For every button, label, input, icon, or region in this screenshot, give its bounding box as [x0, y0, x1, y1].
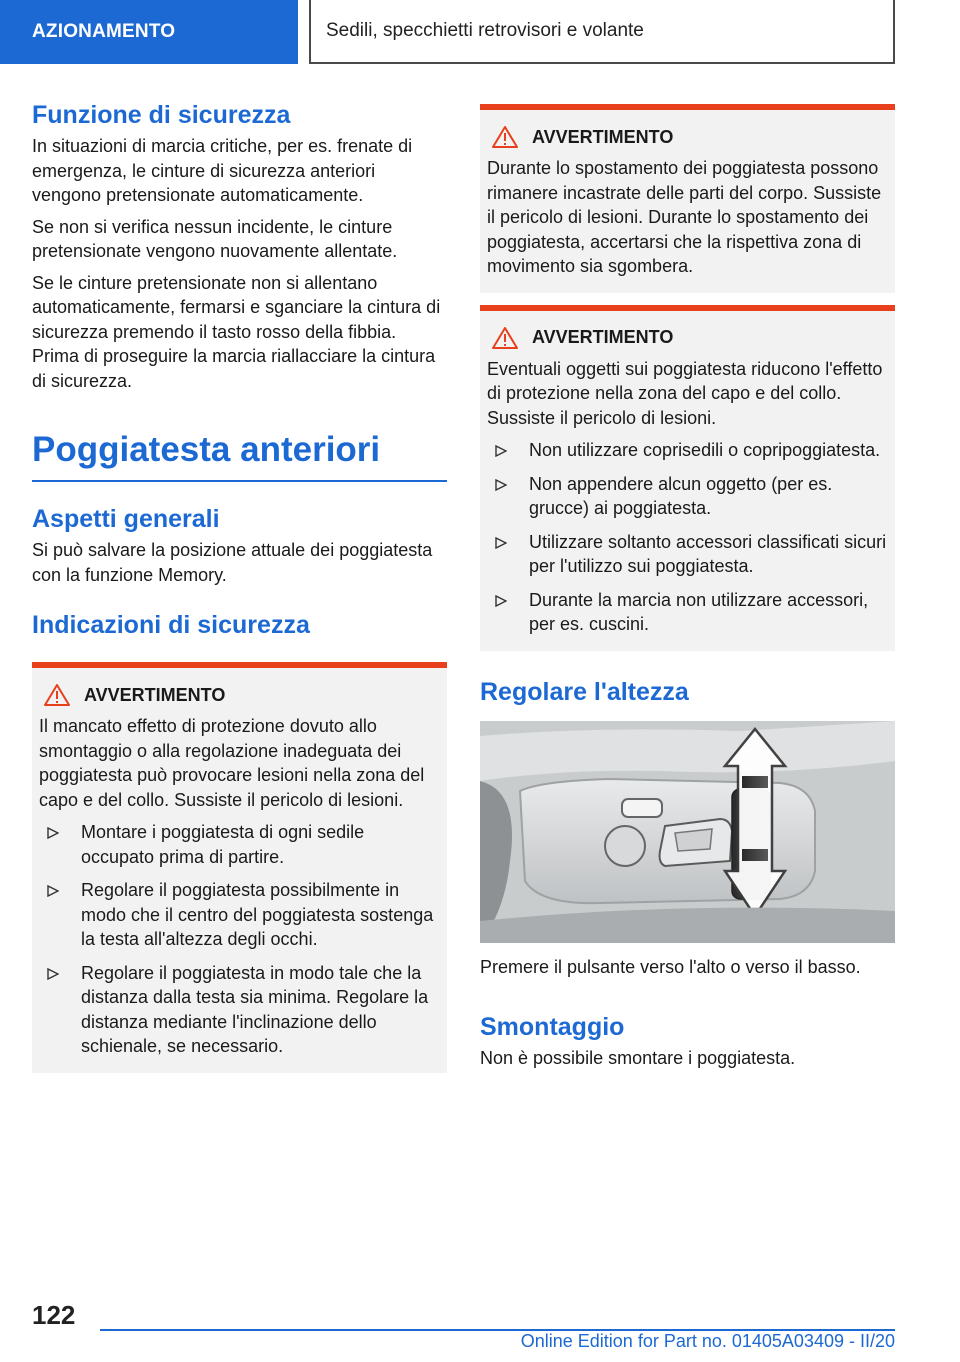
right-column	[480, 104, 895, 1078]
safety-function-paragraph-2: Se non si verifica nessun incidente, le cinture pretensionate vengono nuovamente allentate.	[32, 216, 398, 261]
list-item	[487, 438, 888, 463]
warning-bullet-list	[39, 820, 440, 1059]
general-text: Si può salvare la posizione attuale dei poggiatesta con la funzione Memory.	[32, 540, 433, 585]
warning-text: Eventuali oggetti sui poggiatesta riducono l'effetto di protezione nella zona del capo e del collo. Sussiste il pericolo di lesioni.	[487, 358, 883, 428]
bullet-triangle-icon	[495, 530, 515, 579]
seat-controls-illustration	[480, 721, 895, 943]
bullet-triangle-icon	[495, 438, 515, 463]
warning-title: AVVERTIMENTO	[532, 126, 674, 147]
safety-function-heading: Funzione di sicurezza	[32, 101, 291, 129]
warning-text: Durante lo spostamento dei poggiatesta possono rimanere incastrate delle parti del corpo. Sussiste il pericolo di lesioni. Durante lo spostamento dei poggiatesta, accertarsi che la rispettiva zona di movimento sia sgombera.	[487, 158, 882, 276]
bullet-text: Durante la marcia non utilizzare accessori, per es. cuscini.	[529, 589, 869, 634]
bullet-text: Regolare il poggiatesta in modo tale che la distanza dalla testa sia minima. Regolare la distanza mediante l'inclinazione dello schienale, se necessario.	[81, 962, 429, 1056]
bullet-text: Non appendere alcun oggetto (per es. grucce) ai poggiatesta.	[529, 473, 833, 518]
bullet-triangle-icon	[47, 820, 67, 869]
warning-title: AVVERTIMENTO	[84, 684, 226, 705]
warning-header	[487, 325, 888, 351]
warning-header	[39, 682, 440, 708]
warning-header	[487, 124, 888, 150]
section-tab	[0, 0, 298, 64]
warning-text: Il mancato effetto di protezione dovuto allo smontaggio o alla regolazione inadeguata dei poggiatesta può provocare lesioni nella zona del capo e del collo. Sussiste il pericolo di lesioni.	[39, 716, 425, 810]
warning-triangle-icon	[491, 326, 519, 350]
bullet-triangle-icon	[495, 588, 515, 637]
page-number: 122	[32, 1300, 76, 1330]
adjust-height-caption: Premere il pulsante verso l'alto o verso il basso.	[480, 956, 861, 977]
chapter-title: Sedili, specchietti retrovisori e volante	[326, 20, 644, 41]
warning-bullet-list	[487, 438, 888, 637]
bullet-text: Non utilizzare coprisedili o copripoggiatesta.	[529, 440, 881, 460]
removal-text: Non è possibile smontare i poggiatesta.	[480, 1048, 796, 1068]
warning-box-3	[480, 305, 895, 651]
general-heading: Aspetti generali	[32, 505, 220, 533]
bullet-triangle-icon	[47, 878, 67, 952]
bullet-text: Montare i poggiatesta di ogni sedile occupato prima di partire.	[81, 822, 365, 867]
bullet-text: Regolare il poggiatesta possibilmente in modo che il centro del poggiatesta sostenga la testa all'altezza degli occhi.	[81, 880, 434, 949]
list-item	[487, 588, 888, 637]
bullet-triangle-icon	[47, 961, 67, 1059]
chapter-heading: Poggiatesta anteriori	[32, 428, 447, 482]
list-item	[39, 878, 440, 952]
list-item	[39, 820, 440, 869]
left-column	[32, 100, 447, 1073]
warning-triangle-icon	[43, 683, 71, 707]
seat-adjust-photo	[480, 721, 895, 943]
warning-title: AVVERTIMENTO	[532, 327, 674, 347]
bullet-triangle-icon	[495, 472, 515, 521]
safety-notes-heading: Indicazioni di sicurezza	[32, 611, 310, 639]
safety-function-paragraph-3: Se le cinture pretensionate non si allentano automaticamente, fermarsi e sganciare la cintura di sicurezza premendo il tasto rosso della fibbia. Prima di proseguire la marcia riallacciare la cintura di sicurezza.	[32, 272, 441, 391]
removal-heading: Smontaggio	[480, 1013, 625, 1041]
adjust-height-heading: Regolare l'altezza	[480, 677, 689, 706]
bullet-text: Utilizzare soltanto accessori classificati sicuri per l'utilizzo sui poggiatesta.	[529, 531, 887, 576]
footer-edition: Online Edition for Part no. 01405A03409 - II/20	[520, 1331, 895, 1351]
section-tab-label: AZIONAMENTO	[32, 21, 176, 42]
list-item	[487, 472, 888, 521]
list-item	[487, 530, 888, 579]
warning-triangle-icon	[491, 125, 519, 149]
chapter-title-box	[311, 0, 895, 64]
warning-box-2	[480, 104, 895, 293]
safety-function-paragraph-1: In situazioni di marcia critiche, per es. frenate di emergenza, le cinture di sicurezza anteriori vengono pretensionate automaticamente.	[32, 136, 413, 205]
warning-box-1	[32, 662, 447, 1073]
list-item	[39, 961, 440, 1059]
